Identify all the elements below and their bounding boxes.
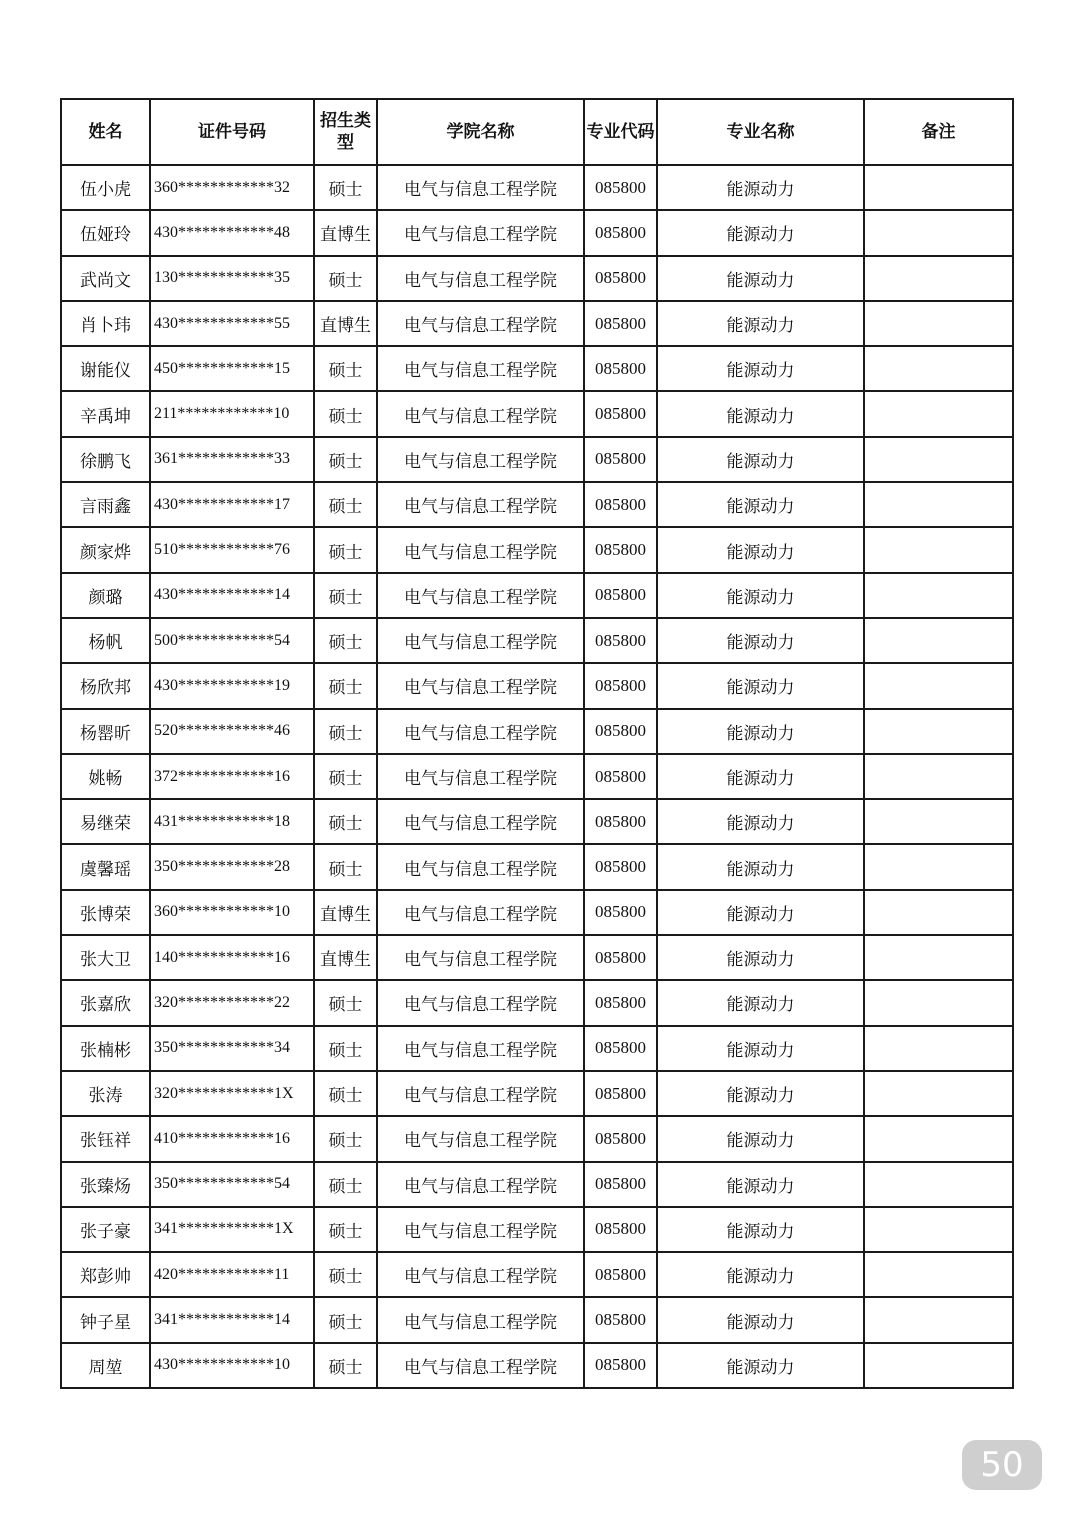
cell-name: 虞馨瑶 bbox=[61, 844, 150, 889]
cell-major-code: 085800 bbox=[584, 844, 657, 889]
cell-remarks bbox=[864, 844, 1013, 889]
cell-college: 电气与信息工程学院 bbox=[377, 573, 584, 618]
cell-enroll-type: 硕士 bbox=[314, 165, 377, 210]
cell-college: 电气与信息工程学院 bbox=[377, 1116, 584, 1161]
cell-enroll-type: 硕士 bbox=[314, 437, 377, 482]
cell-id-number: 410************16 bbox=[150, 1116, 314, 1161]
cell-remarks bbox=[864, 709, 1013, 754]
cell-major-name: 能源动力 bbox=[657, 210, 864, 255]
cell-college: 电气与信息工程学院 bbox=[377, 1297, 584, 1342]
table-row bbox=[61, 1343, 1013, 1388]
cell-remarks bbox=[864, 980, 1013, 1025]
cell-remarks bbox=[864, 799, 1013, 844]
cell-major-name: 能源动力 bbox=[657, 165, 864, 210]
cell-major-name: 能源动力 bbox=[657, 1116, 864, 1161]
cell-major-name: 能源动力 bbox=[657, 709, 864, 754]
cell-major-code: 085800 bbox=[584, 663, 657, 708]
cell-college: 电气与信息工程学院 bbox=[377, 663, 584, 708]
header-enroll-type: 招生类型 bbox=[314, 99, 377, 165]
table-row bbox=[61, 437, 1013, 482]
cell-major-code: 085800 bbox=[584, 709, 657, 754]
cell-id-number: 430************48 bbox=[150, 210, 314, 255]
cell-remarks bbox=[864, 527, 1013, 572]
cell-major-code: 085800 bbox=[584, 1207, 657, 1252]
cell-enroll-type: 硕士 bbox=[314, 844, 377, 889]
cell-id-number: 140************16 bbox=[150, 935, 314, 980]
cell-enroll-type: 硕士 bbox=[314, 709, 377, 754]
cell-enroll-type: 硕士 bbox=[314, 482, 377, 527]
cell-major-name: 能源动力 bbox=[657, 980, 864, 1025]
table-row bbox=[61, 301, 1013, 346]
cell-major-code: 085800 bbox=[584, 210, 657, 255]
cell-enroll-type: 硕士 bbox=[314, 980, 377, 1025]
cell-name: 杨帆 bbox=[61, 618, 150, 663]
cell-name: 张臻炀 bbox=[61, 1162, 150, 1207]
table-body bbox=[61, 165, 1013, 1388]
cell-enroll-type: 硕士 bbox=[314, 391, 377, 436]
cell-name: 肖卜玮 bbox=[61, 301, 150, 346]
cell-enroll-type: 硕士 bbox=[314, 618, 377, 663]
cell-remarks bbox=[864, 935, 1013, 980]
cell-remarks bbox=[864, 1026, 1013, 1071]
cell-college: 电气与信息工程学院 bbox=[377, 618, 584, 663]
cell-enroll-type: 硕士 bbox=[314, 256, 377, 301]
cell-name: 武尚文 bbox=[61, 256, 150, 301]
cell-college: 电气与信息工程学院 bbox=[377, 527, 584, 572]
cell-major-name: 能源动力 bbox=[657, 301, 864, 346]
cell-id-number: 320************1X bbox=[150, 1071, 314, 1116]
cell-major-name: 能源动力 bbox=[657, 1343, 864, 1388]
cell-major-code: 085800 bbox=[584, 527, 657, 572]
cell-id-number: 430************10 bbox=[150, 1343, 314, 1388]
cell-name: 张楠彬 bbox=[61, 1026, 150, 1071]
header-id-number: 证件号码 bbox=[150, 99, 314, 165]
cell-major-code: 085800 bbox=[584, 346, 657, 391]
cell-major-name: 能源动力 bbox=[657, 573, 864, 618]
header-name: 姓名 bbox=[61, 99, 150, 165]
cell-name: 辛禹坤 bbox=[61, 391, 150, 436]
cell-college: 电气与信息工程学院 bbox=[377, 1071, 584, 1116]
table-row bbox=[61, 754, 1013, 799]
cell-remarks bbox=[864, 346, 1013, 391]
cell-remarks bbox=[864, 256, 1013, 301]
cell-remarks bbox=[864, 573, 1013, 618]
cell-name: 周堃 bbox=[61, 1343, 150, 1388]
cell-major-code: 085800 bbox=[584, 1252, 657, 1297]
cell-name: 张子豪 bbox=[61, 1207, 150, 1252]
cell-major-code: 085800 bbox=[584, 391, 657, 436]
cell-name: 张钰祥 bbox=[61, 1116, 150, 1161]
cell-major-code: 085800 bbox=[584, 1071, 657, 1116]
cell-name: 易继荣 bbox=[61, 799, 150, 844]
cell-college: 电气与信息工程学院 bbox=[377, 1252, 584, 1297]
cell-id-number: 450************15 bbox=[150, 346, 314, 391]
cell-college: 电气与信息工程学院 bbox=[377, 980, 584, 1025]
table-row bbox=[61, 980, 1013, 1025]
table-row bbox=[61, 844, 1013, 889]
cell-college: 电气与信息工程学院 bbox=[377, 754, 584, 799]
cell-id-number: 430************14 bbox=[150, 573, 314, 618]
table-row bbox=[61, 890, 1013, 935]
cell-major-code: 085800 bbox=[584, 935, 657, 980]
cell-id-number: 130************35 bbox=[150, 256, 314, 301]
table-row bbox=[61, 1116, 1013, 1161]
cell-major-name: 能源动力 bbox=[657, 1252, 864, 1297]
cell-enroll-type: 硕士 bbox=[314, 1297, 377, 1342]
cell-remarks bbox=[864, 437, 1013, 482]
cell-enroll-type: 硕士 bbox=[314, 1207, 377, 1252]
cell-major-code: 085800 bbox=[584, 256, 657, 301]
cell-college: 电气与信息工程学院 bbox=[377, 1343, 584, 1388]
cell-college: 电气与信息工程学院 bbox=[377, 709, 584, 754]
cell-name: 颜璐 bbox=[61, 573, 150, 618]
cell-major-code: 085800 bbox=[584, 1026, 657, 1071]
cell-id-number: 341************1X bbox=[150, 1207, 314, 1252]
cell-name: 张涛 bbox=[61, 1071, 150, 1116]
cell-enroll-type: 硕士 bbox=[314, 1162, 377, 1207]
cell-major-code: 085800 bbox=[584, 618, 657, 663]
cell-major-name: 能源动力 bbox=[657, 618, 864, 663]
admission-list-table bbox=[60, 98, 1014, 1389]
cell-remarks bbox=[864, 1116, 1013, 1161]
table-row bbox=[61, 1252, 1013, 1297]
cell-college: 电气与信息工程学院 bbox=[377, 890, 584, 935]
table-row bbox=[61, 573, 1013, 618]
cell-college: 电气与信息工程学院 bbox=[377, 935, 584, 980]
cell-name: 姚畅 bbox=[61, 754, 150, 799]
cell-enroll-type: 硕士 bbox=[314, 663, 377, 708]
table-row bbox=[61, 663, 1013, 708]
table-row bbox=[61, 256, 1013, 301]
cell-name: 谢能仪 bbox=[61, 346, 150, 391]
cell-major-name: 能源动力 bbox=[657, 935, 864, 980]
cell-remarks bbox=[864, 1252, 1013, 1297]
table-row bbox=[61, 527, 1013, 572]
header-college: 学院名称 bbox=[377, 99, 584, 165]
cell-major-name: 能源动力 bbox=[657, 663, 864, 708]
cell-remarks bbox=[864, 1297, 1013, 1342]
cell-major-name: 能源动力 bbox=[657, 391, 864, 436]
cell-major-name: 能源动力 bbox=[657, 1207, 864, 1252]
table-row bbox=[61, 709, 1013, 754]
cell-id-number: 360************10 bbox=[150, 890, 314, 935]
cell-major-name: 能源动力 bbox=[657, 799, 864, 844]
table-row bbox=[61, 482, 1013, 527]
cell-id-number: 361************33 bbox=[150, 437, 314, 482]
cell-remarks bbox=[864, 210, 1013, 255]
cell-college: 电气与信息工程学院 bbox=[377, 1162, 584, 1207]
cell-college: 电气与信息工程学院 bbox=[377, 301, 584, 346]
cell-major-name: 能源动力 bbox=[657, 1026, 864, 1071]
cell-major-code: 085800 bbox=[584, 1297, 657, 1342]
table-row bbox=[61, 165, 1013, 210]
cell-remarks bbox=[864, 165, 1013, 210]
cell-major-name: 能源动力 bbox=[657, 844, 864, 889]
cell-remarks bbox=[864, 1343, 1013, 1388]
cell-enroll-type: 硕士 bbox=[314, 799, 377, 844]
cell-remarks bbox=[864, 482, 1013, 527]
cell-remarks bbox=[864, 754, 1013, 799]
cell-name: 杨罂昕 bbox=[61, 709, 150, 754]
cell-remarks bbox=[864, 1207, 1013, 1252]
table-row bbox=[61, 1026, 1013, 1071]
cell-major-code: 085800 bbox=[584, 1343, 657, 1388]
cell-id-number: 431************18 bbox=[150, 799, 314, 844]
cell-name: 徐鹏飞 bbox=[61, 437, 150, 482]
cell-id-number: 372************16 bbox=[150, 754, 314, 799]
cell-name: 杨欣邦 bbox=[61, 663, 150, 708]
cell-college: 电气与信息工程学院 bbox=[377, 844, 584, 889]
cell-remarks bbox=[864, 890, 1013, 935]
cell-major-code: 085800 bbox=[584, 573, 657, 618]
cell-id-number: 510************76 bbox=[150, 527, 314, 572]
cell-college: 电气与信息工程学院 bbox=[377, 256, 584, 301]
table-row bbox=[61, 618, 1013, 663]
cell-enroll-type: 直博生 bbox=[314, 935, 377, 980]
cell-enroll-type: 硕士 bbox=[314, 1343, 377, 1388]
cell-id-number: 320************22 bbox=[150, 980, 314, 1025]
cell-id-number: 211************10 bbox=[150, 391, 314, 436]
cell-id-number: 350************28 bbox=[150, 844, 314, 889]
header-major-name: 专业名称 bbox=[657, 99, 864, 165]
cell-major-name: 能源动力 bbox=[657, 1297, 864, 1342]
cell-name: 言雨鑫 bbox=[61, 482, 150, 527]
cell-id-number: 350************54 bbox=[150, 1162, 314, 1207]
cell-college: 电气与信息工程学院 bbox=[377, 1026, 584, 1071]
cell-enroll-type: 硕士 bbox=[314, 1116, 377, 1161]
table-row bbox=[61, 799, 1013, 844]
table-row bbox=[61, 1297, 1013, 1342]
cell-major-code: 085800 bbox=[584, 437, 657, 482]
table-row bbox=[61, 346, 1013, 391]
cell-enroll-type: 硕士 bbox=[314, 754, 377, 799]
cell-id-number: 430************19 bbox=[150, 663, 314, 708]
cell-enroll-type: 硕士 bbox=[314, 1252, 377, 1297]
cell-enroll-type: 硕士 bbox=[314, 1026, 377, 1071]
cell-college: 电气与信息工程学院 bbox=[377, 346, 584, 391]
cell-college: 电气与信息工程学院 bbox=[377, 799, 584, 844]
cell-name: 钟子星 bbox=[61, 1297, 150, 1342]
cell-college: 电气与信息工程学院 bbox=[377, 482, 584, 527]
cell-remarks bbox=[864, 301, 1013, 346]
cell-name: 张大卫 bbox=[61, 935, 150, 980]
table-row bbox=[61, 1162, 1013, 1207]
cell-name: 张博荣 bbox=[61, 890, 150, 935]
page-number-badge: 50 bbox=[962, 1440, 1042, 1490]
cell-major-code: 085800 bbox=[584, 1116, 657, 1161]
table-row bbox=[61, 391, 1013, 436]
cell-major-code: 085800 bbox=[584, 754, 657, 799]
cell-major-code: 085800 bbox=[584, 165, 657, 210]
table-row bbox=[61, 210, 1013, 255]
cell-college: 电气与信息工程学院 bbox=[377, 210, 584, 255]
cell-major-name: 能源动力 bbox=[657, 256, 864, 301]
cell-remarks bbox=[864, 1162, 1013, 1207]
cell-name: 张嘉欣 bbox=[61, 980, 150, 1025]
cell-name: 郑彭帅 bbox=[61, 1252, 150, 1297]
cell-enroll-type: 硕士 bbox=[314, 1071, 377, 1116]
cell-enroll-type: 直博生 bbox=[314, 890, 377, 935]
cell-major-code: 085800 bbox=[584, 1162, 657, 1207]
cell-enroll-type: 硕士 bbox=[314, 527, 377, 572]
cell-major-code: 085800 bbox=[584, 980, 657, 1025]
cell-enroll-type: 硕士 bbox=[314, 573, 377, 618]
cell-major-code: 085800 bbox=[584, 301, 657, 346]
cell-major-code: 085800 bbox=[584, 482, 657, 527]
cell-id-number: 430************17 bbox=[150, 482, 314, 527]
cell-id-number: 360************32 bbox=[150, 165, 314, 210]
cell-name: 颜家烨 bbox=[61, 527, 150, 572]
cell-college: 电气与信息工程学院 bbox=[377, 165, 584, 210]
cell-id-number: 341************14 bbox=[150, 1297, 314, 1342]
cell-major-name: 能源动力 bbox=[657, 527, 864, 572]
cell-major-code: 085800 bbox=[584, 890, 657, 935]
cell-remarks bbox=[864, 391, 1013, 436]
cell-enroll-type: 直博生 bbox=[314, 210, 377, 255]
cell-id-number: 350************34 bbox=[150, 1026, 314, 1071]
cell-enroll-type: 硕士 bbox=[314, 346, 377, 391]
cell-id-number: 520************46 bbox=[150, 709, 314, 754]
table-row bbox=[61, 1207, 1013, 1252]
cell-college: 电气与信息工程学院 bbox=[377, 1207, 584, 1252]
cell-major-name: 能源动力 bbox=[657, 754, 864, 799]
cell-major-name: 能源动力 bbox=[657, 482, 864, 527]
cell-id-number: 430************55 bbox=[150, 301, 314, 346]
cell-id-number: 500************54 bbox=[150, 618, 314, 663]
table-row bbox=[61, 935, 1013, 980]
cell-name: 伍小虎 bbox=[61, 165, 150, 210]
table-row bbox=[61, 1071, 1013, 1116]
cell-remarks bbox=[864, 1071, 1013, 1116]
cell-remarks bbox=[864, 663, 1013, 708]
cell-enroll-type: 直博生 bbox=[314, 301, 377, 346]
cell-major-code: 085800 bbox=[584, 799, 657, 844]
cell-major-name: 能源动力 bbox=[657, 346, 864, 391]
cell-name: 伍娅玲 bbox=[61, 210, 150, 255]
header-row bbox=[61, 99, 1013, 165]
table-header bbox=[61, 99, 1013, 165]
cell-major-name: 能源动力 bbox=[657, 1071, 864, 1116]
header-remarks: 备注 bbox=[864, 99, 1013, 165]
cell-major-name: 能源动力 bbox=[657, 1162, 864, 1207]
cell-id-number: 420************11 bbox=[150, 1252, 314, 1297]
cell-remarks bbox=[864, 618, 1013, 663]
header-major-code: 专业代码 bbox=[584, 99, 657, 165]
cell-college: 电气与信息工程学院 bbox=[377, 437, 584, 482]
cell-college: 电气与信息工程学院 bbox=[377, 391, 584, 436]
cell-major-name: 能源动力 bbox=[657, 890, 864, 935]
cell-major-name: 能源动力 bbox=[657, 437, 864, 482]
